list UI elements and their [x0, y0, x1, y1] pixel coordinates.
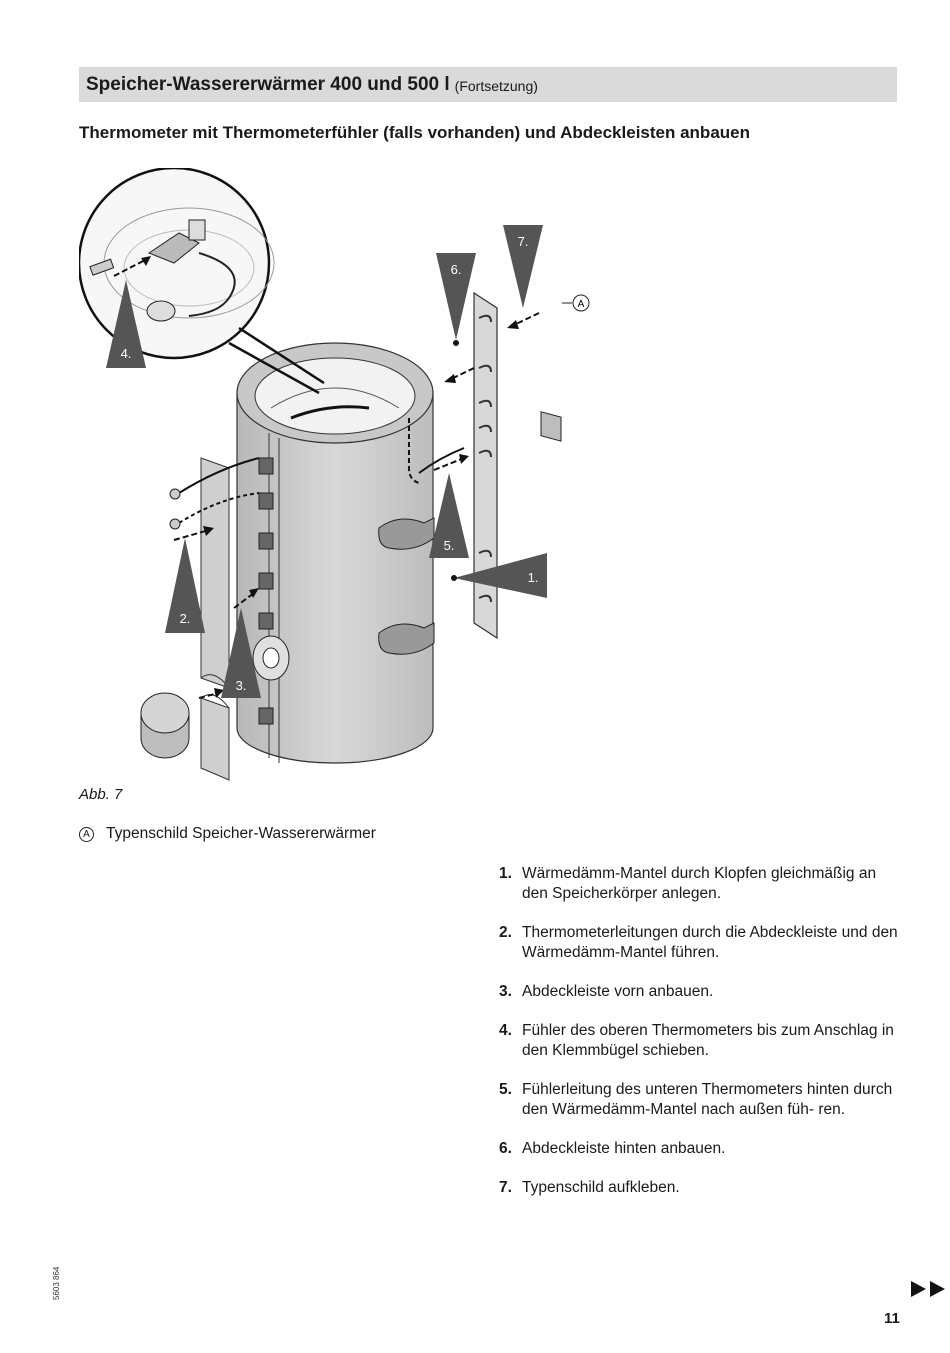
header-title: Speicher-Wassererwärmer 400 und 500 l	[86, 73, 450, 95]
callout-5	[429, 473, 469, 558]
page-number: 11	[884, 1310, 900, 1327]
document-number: 5603 864	[52, 1266, 61, 1300]
callout-7	[503, 225, 543, 308]
callout-6	[436, 253, 476, 346]
callout-1	[451, 553, 547, 598]
flange	[253, 636, 289, 680]
step-text: Fühler des oberen Thermometers bis zum Anschlag in den Klemmbügel schieben.	[522, 1022, 894, 1059]
callout-3-label: 3.	[235, 678, 247, 693]
storage-tank	[237, 343, 433, 763]
section-title: Thermometer mit Thermometerfühler (falls vorhanden) und Abdeckleisten anbauen	[79, 123, 750, 142]
callout-2	[165, 538, 205, 633]
step-number: 2.	[499, 924, 512, 941]
step-number: 3.	[499, 983, 512, 1000]
step-item	[499, 982, 899, 1002]
step-number: 7.	[499, 1179, 512, 1196]
legend	[79, 825, 376, 843]
step-item	[499, 1080, 899, 1120]
step-item	[499, 1139, 899, 1159]
steps-list	[499, 864, 899, 1217]
header-bar	[79, 67, 897, 102]
step-item	[499, 1021, 899, 1061]
callout-1-label: 1.	[527, 570, 539, 585]
step-text: Abdeckleiste hinten anbauen.	[522, 1140, 726, 1157]
step-item	[499, 923, 899, 963]
step-text: Typenschild aufkleben.	[522, 1179, 680, 1196]
header-subtitle: (Fortsetzung)	[454, 77, 538, 94]
callout-4-label: 4.	[120, 346, 132, 361]
front-cover-strip	[201, 458, 229, 780]
type-plate	[541, 295, 589, 441]
callout-2-label: 2.	[179, 611, 191, 626]
type-plate-label: A	[577, 299, 585, 310]
step-text: Wärmedämm-Mantel durch Klopfen gleichmäßig an den Speicherkörper anlegen.	[522, 865, 877, 902]
step-number: 1.	[499, 865, 512, 882]
flange-cap	[141, 693, 189, 758]
figure-caption: Abb. 7	[79, 786, 123, 803]
legend-symbol: A	[79, 827, 94, 842]
callout-6-label: 6.	[450, 262, 462, 277]
next-page-arrows-icon	[911, 1280, 947, 1298]
step-text: Thermometerleitungen durch die Abdeckleiste und den Wärmedämm-Mantel führen.	[522, 924, 898, 961]
step-number: 5.	[499, 1081, 512, 1098]
step-text: Fühlerleitung des unteren Thermometers hinten durch den Wärmedämm-Mantel nach außen füh- ren.	[522, 1081, 893, 1118]
callout-5-label: 5.	[443, 538, 455, 553]
step-number: 6.	[499, 1140, 512, 1157]
callout-7-label: 7.	[517, 234, 529, 249]
step-number: 4.	[499, 1022, 512, 1039]
step-item	[499, 1178, 899, 1198]
step-item	[499, 864, 899, 904]
legend-text: Typenschild Speicher-Wassererwärmer	[106, 825, 376, 842]
installation-diagram	[79, 168, 599, 788]
step-text: Abdeckleiste vorn anbauen.	[522, 983, 714, 1000]
